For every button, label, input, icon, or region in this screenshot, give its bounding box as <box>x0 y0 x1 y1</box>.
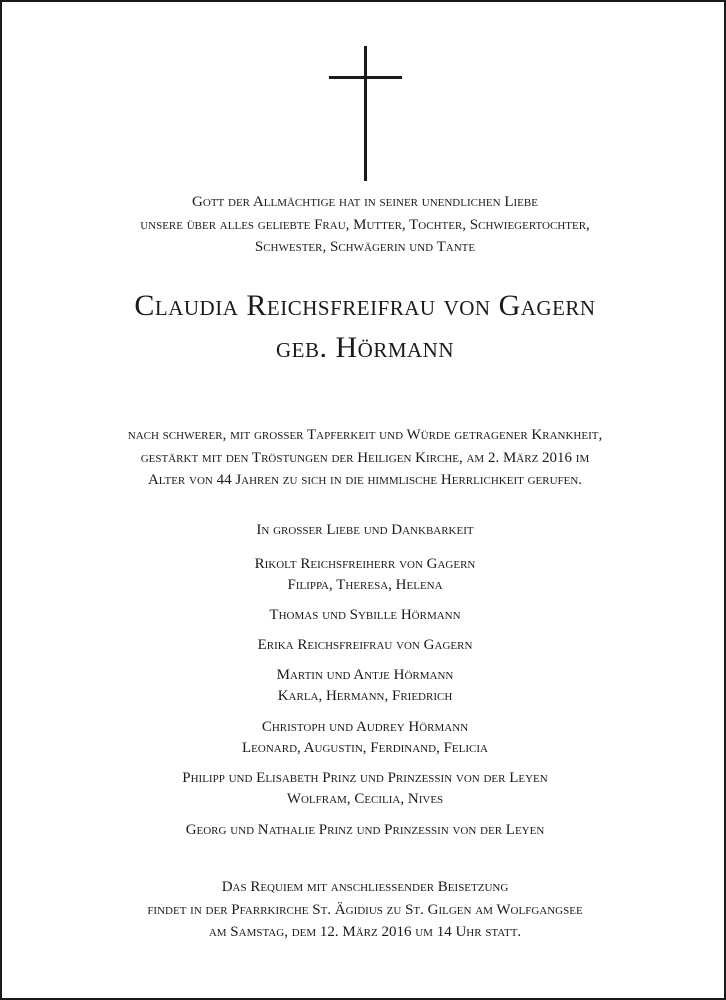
mourner-family-6-line-2: Wolfram, Cecilia, Nives <box>286 791 444 807</box>
mourner-family-2-line-1: Thomas und Sybille Hörmann <box>269 607 461 623</box>
passing-line-3: Alter von 44 Jahren zu sich in die himmlische Herrlichkeit gerufen. <box>147 472 583 488</box>
mourner-family-6-line-1: Philipp und Elisabeth Prinz und Prinzessin von der Leyen <box>182 770 548 786</box>
mourner-family-4-line-1: Martin und Antje Hörmann <box>276 667 454 683</box>
mourner-family-3-line-1: Erika Reichsfreifrau von Gagern <box>257 637 473 653</box>
mourner-family-5-line-1: Christoph und Audrey Hörmann <box>261 719 469 735</box>
mourner-family-5-line-2: Leonard, Augustin, Ferdinand, Felicia <box>242 740 488 756</box>
cross-horizontal-beam <box>329 76 402 79</box>
passing-line-2: gestärkt mit den Tröstungen der Heiligen Kirche, am 2. März 2016 im <box>140 450 590 466</box>
deceased-name: Claudia Reichsfreifrau von Gagern <box>134 289 596 322</box>
funeral-line-2: findet in der Pfarrkirche St. Ägidius zu St. Gilgen am Wolfgangsee <box>147 902 583 918</box>
mourner-family-1-line-1: Rikolt Reichsfreiherr von Gagern <box>254 556 476 572</box>
deceased-birth-name: geb. Hörmann <box>275 331 454 364</box>
mourners-intro: In grosser Liebe und Dankbarkeit <box>256 522 474 538</box>
mourner-family-1-line-2: Filippa, Theresa, Helena <box>287 577 443 593</box>
funeral-line-3: am Samstag, dem 12. März 2016 um 14 Uhr statt. <box>208 924 522 940</box>
intro-line-1: Gott der Allmächtige hat in seiner unendlichen Liebe <box>192 194 538 210</box>
intro-line-2: unsere über alles geliebte Frau, Mutter, Tochter, Schwiegertochter, <box>140 217 590 233</box>
latin-cross-icon <box>2 46 726 181</box>
intro-line-3: Schwester, Schwägerin und Tante <box>254 239 476 255</box>
cross-vertical-beam <box>364 46 367 181</box>
funeral-line-1: Das Requiem mit anschliessender Beisetzung <box>221 879 509 895</box>
mourner-family-7-line-1: Georg und Nathalie Prinz und Prinzessin von der Leyen <box>185 822 545 838</box>
mourner-family-4-line-2: Karla, Hermann, Friedrich <box>277 688 453 704</box>
passing-line-1: nach schwerer, mit grosser Tapferkeit und Würde getragener Krankheit, <box>127 427 603 443</box>
